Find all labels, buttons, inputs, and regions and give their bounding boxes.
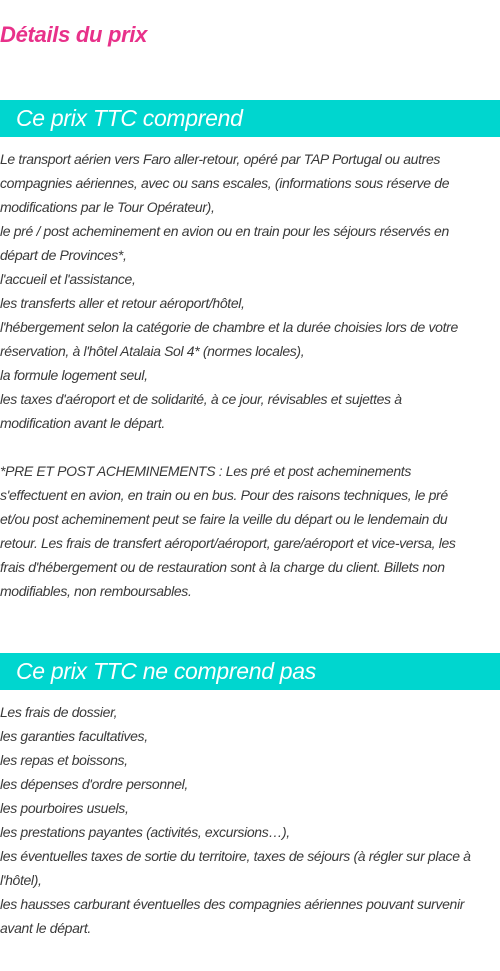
- page-title: Détails du prix: [0, 22, 148, 47]
- excluded-line: les éventuelles taxes de sortie du territoire, taxes de séjours (à régler sur place à: [0, 848, 471, 864]
- included-line: le pré / post acheminement en avion ou en train pour les séjours réservés en: [0, 223, 449, 239]
- included-line: réservation, à l'hôtel Atalaia Sol 4* (normes locales),: [0, 343, 305, 359]
- excluded-line: les pourboires usuels,: [0, 800, 129, 816]
- excluded-line: les dépenses d'ordre personnel,: [0, 776, 188, 792]
- included-line: les taxes d'aéroport et de solidarité, à ce jour, révisables et sujettes à: [0, 391, 402, 407]
- excluded-line: l'hôtel),: [0, 872, 42, 888]
- excluded-line: avant le départ.: [0, 920, 91, 936]
- note-line: retour. Les frais de transfert aéroport/aéroport, gare/aéroport et vice-versa, les: [0, 535, 456, 551]
- included-line: l'hébergement selon la catégorie de chambre et la durée choisies lors de votre: [0, 319, 458, 335]
- note-line: s'effectuent en avion, en train ou en bus. Pour des raisons techniques, le pré: [0, 487, 448, 503]
- note-line: modifiables, non remboursables.: [0, 583, 192, 599]
- included-list: [0, 147, 500, 435]
- note-line: et/ou post acheminement peut se faire la veille du départ ou le lendemain du: [0, 511, 448, 527]
- included-line: modifications par le Tour Opérateur),: [0, 199, 215, 215]
- transfer-note: [0, 459, 500, 603]
- excluded-line: Les frais de dossier,: [0, 704, 118, 720]
- excluded-heading: Ce prix TTC ne comprend pas: [0, 653, 500, 690]
- note-line: frais d'hébergement ou de restauration sont à la charge du client. Billets non: [0, 559, 445, 575]
- included-line: l'accueil et l'assistance,: [0, 271, 136, 287]
- included-line: les transferts aller et retour aéroport/hôtel,: [0, 295, 245, 311]
- excluded-line: les hausses carburant éventuelles des compagnies aériennes pouvant survenir: [0, 896, 465, 912]
- excluded-line: les garanties facultatives,: [0, 728, 148, 744]
- included-line: la formule logement seul,: [0, 367, 148, 383]
- note-line: *PRE ET POST ACHEMINEMENTS : Les pré et post acheminements: [0, 463, 411, 479]
- included-line: modification avant le départ.: [0, 415, 165, 431]
- excluded-line: les repas et boissons,: [0, 752, 128, 768]
- included-line: départ de Provinces*,: [0, 247, 127, 263]
- included-line: Le transport aérien vers Faro aller-retour, opéré par TAP Portugal ou autres: [0, 151, 441, 167]
- excluded-line: les prestations payantes (activités, excursions…),: [0, 824, 290, 840]
- included-line: compagnies aériennes, avec ou sans escales, (informations sous réserve de: [0, 175, 450, 191]
- included-heading: Ce prix TTC comprend: [0, 100, 500, 137]
- excluded-list: [0, 700, 500, 940]
